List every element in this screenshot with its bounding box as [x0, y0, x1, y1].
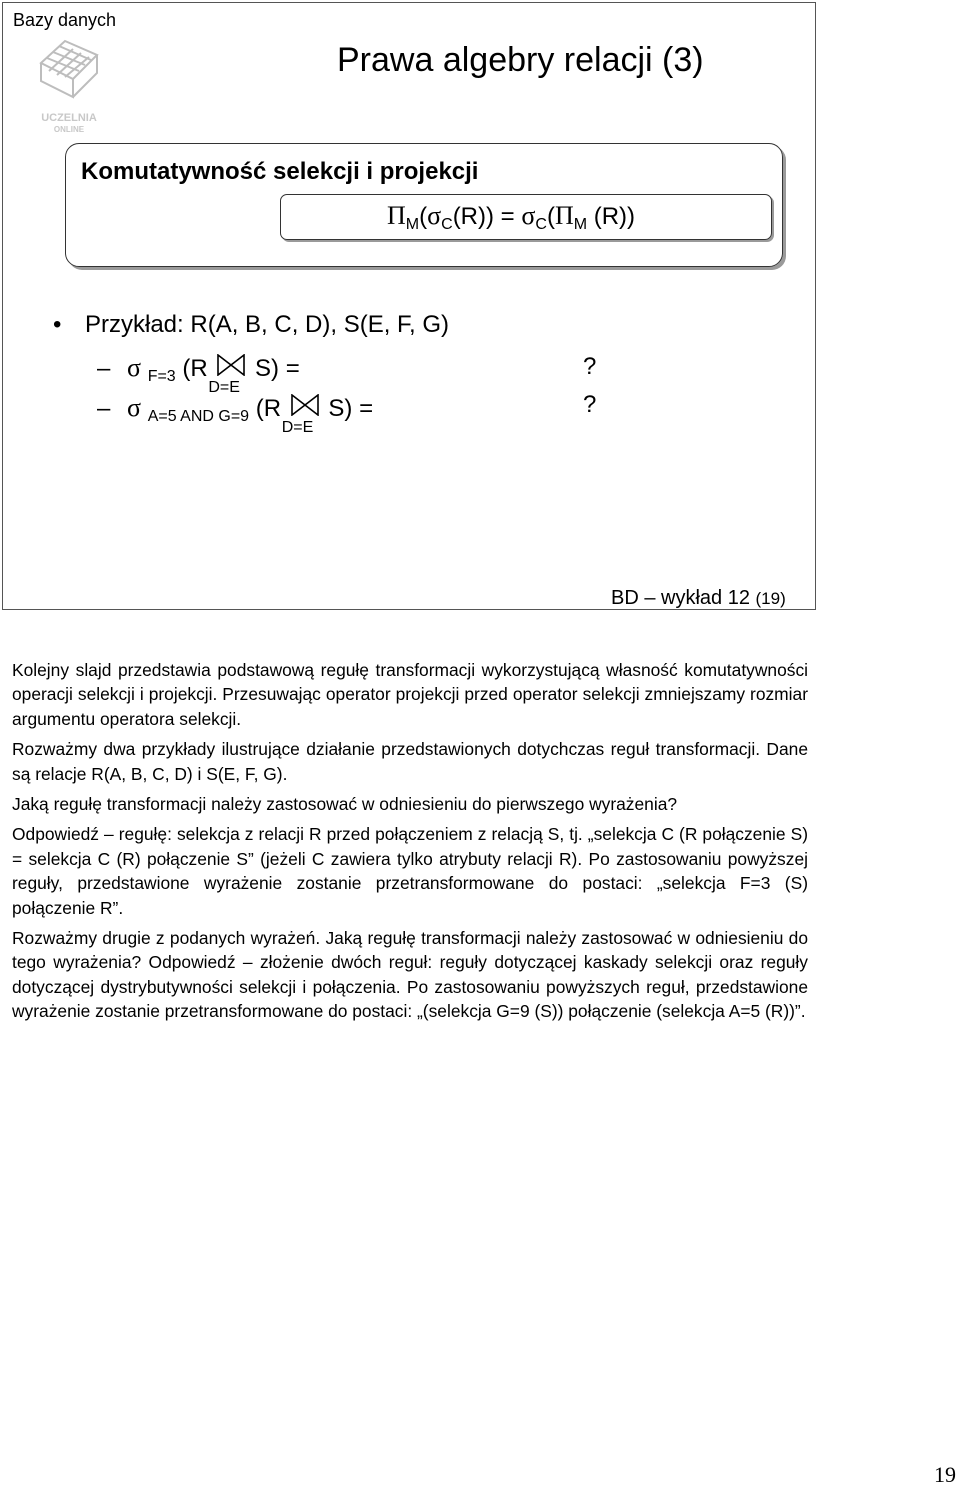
notes-paragraph-2: Rozważmy dwa przykłady ilustrujące działanie przedstawionych dotychczas reguł transformacji. Dane są relacje R(A, B, C, D) i S(E, F, G).	[12, 739, 808, 784]
lecture-notes	[12, 658, 808, 1030]
commutativity-formula	[387, 201, 635, 234]
dash-icon: –	[97, 395, 111, 422]
selection-condition: F=3	[147, 368, 176, 385]
answer-mark-1: ?	[583, 353, 597, 380]
formula-box	[280, 194, 772, 240]
page-number: 19	[934, 1462, 956, 1487]
formula-sub-m-2: M	[573, 216, 588, 233]
expr-close: S) =	[248, 355, 300, 382]
join-operator	[281, 393, 322, 436]
logo-text-1: UCZELNIA	[41, 112, 97, 124]
sigma-symbol: σ	[127, 393, 142, 422]
logo-text-2: ONLINE	[53, 125, 85, 134]
answer-mark-2: ?	[583, 391, 597, 418]
pi-symbol-2: Π	[554, 201, 574, 230]
course-header: Bazy danych	[13, 10, 117, 30]
example-bullet	[53, 311, 449, 339]
sigma-symbol: σ	[127, 353, 142, 382]
footer-number: (19)	[755, 589, 786, 608]
formula-paren: (	[419, 203, 428, 230]
join-condition: D=E	[208, 379, 240, 396]
theorem-heading: Komutatywność selekcji i projekcji	[81, 158, 479, 185]
sigma-symbol: σ	[427, 201, 442, 230]
join-condition: D=E	[281, 419, 314, 436]
bowtie-icon	[217, 354, 245, 376]
formula-outer: (R))	[587, 203, 636, 230]
formula-inner: (R)) =	[452, 203, 522, 230]
selection-condition: A=5 AND G=9	[147, 408, 250, 425]
expr-open: (R	[175, 355, 215, 382]
notes-paragraph-1: Kolejny slajd przedstawia podstawową regułę transformacji wykorzystującą własność komutatywności operacji selekcji i projekcji. Przesuwając operator projekcji przed operator selekcji zmniejszamy rozmiar argumentu operatora selekcji.	[12, 660, 808, 729]
notes-paragraph-5: Rozważmy drugie z podanych wyrażeń. Jaką regułę transformacji należy zastosować w odniesieniu do tego wyrażenia? Odpowiedź – złożenie dwóch reguł: reguły dotyczącej kaskady selekcji oraz reguły dotyczącej dystrybutywności selekcji i połączenia. Po zastosowaniu powyższych reguł, przedstawione wyrażenie zostanie przetransformowane do postaci: „(selekcja G=9 (S)) połączenie (selekcja A=5 (R))”.	[12, 928, 808, 1022]
example-line-1	[97, 353, 300, 396]
slide-title: Prawa algebry relacji (3)	[337, 41, 704, 79]
formula-sub-m: M	[405, 216, 420, 233]
formula-sub-c: C	[441, 216, 453, 233]
slide-frame	[2, 2, 816, 610]
formula-paren-2: (	[546, 203, 555, 230]
dash-icon: –	[97, 355, 111, 382]
university-logo	[37, 33, 101, 135]
sigma-symbol-2: σ	[521, 201, 536, 230]
slide-footer	[611, 587, 786, 610]
footer-text: BD – wykład 12	[611, 587, 756, 609]
expr-close: S) =	[321, 395, 374, 422]
pi-symbol: Π	[387, 201, 406, 230]
join-operator	[208, 353, 248, 396]
notes-paragraph-3: Jaką regułę transformacji należy zastosować w odniesieniu do pierwszego wyrażenia?	[12, 794, 678, 815]
bowtie-icon	[291, 394, 319, 416]
bullet-text: Przykład: R(A, B, C, D), S(E, F, G)	[85, 311, 450, 338]
example-line-2	[97, 393, 374, 436]
expr-open: (R	[249, 395, 288, 422]
theorem-box	[65, 143, 783, 267]
bullet-dot-icon: •	[53, 311, 62, 338]
formula-sub-c-2: C	[535, 216, 547, 233]
notes-paragraph-4: Odpowiedź – regułę: selekcja z relacji R przed połączeniem z relacją S, tj. „selekcja C (R połączenie S) = selekcja C (R) połączenie S” (jeżeli C zawiera tylko atrybuty relacji R). Po zastosowaniu powyższej reguły, przedstawione wyrażenie zostanie przetransformowane do postaci: „selekcja F=3 (S) połączenie R”.	[12, 824, 808, 918]
